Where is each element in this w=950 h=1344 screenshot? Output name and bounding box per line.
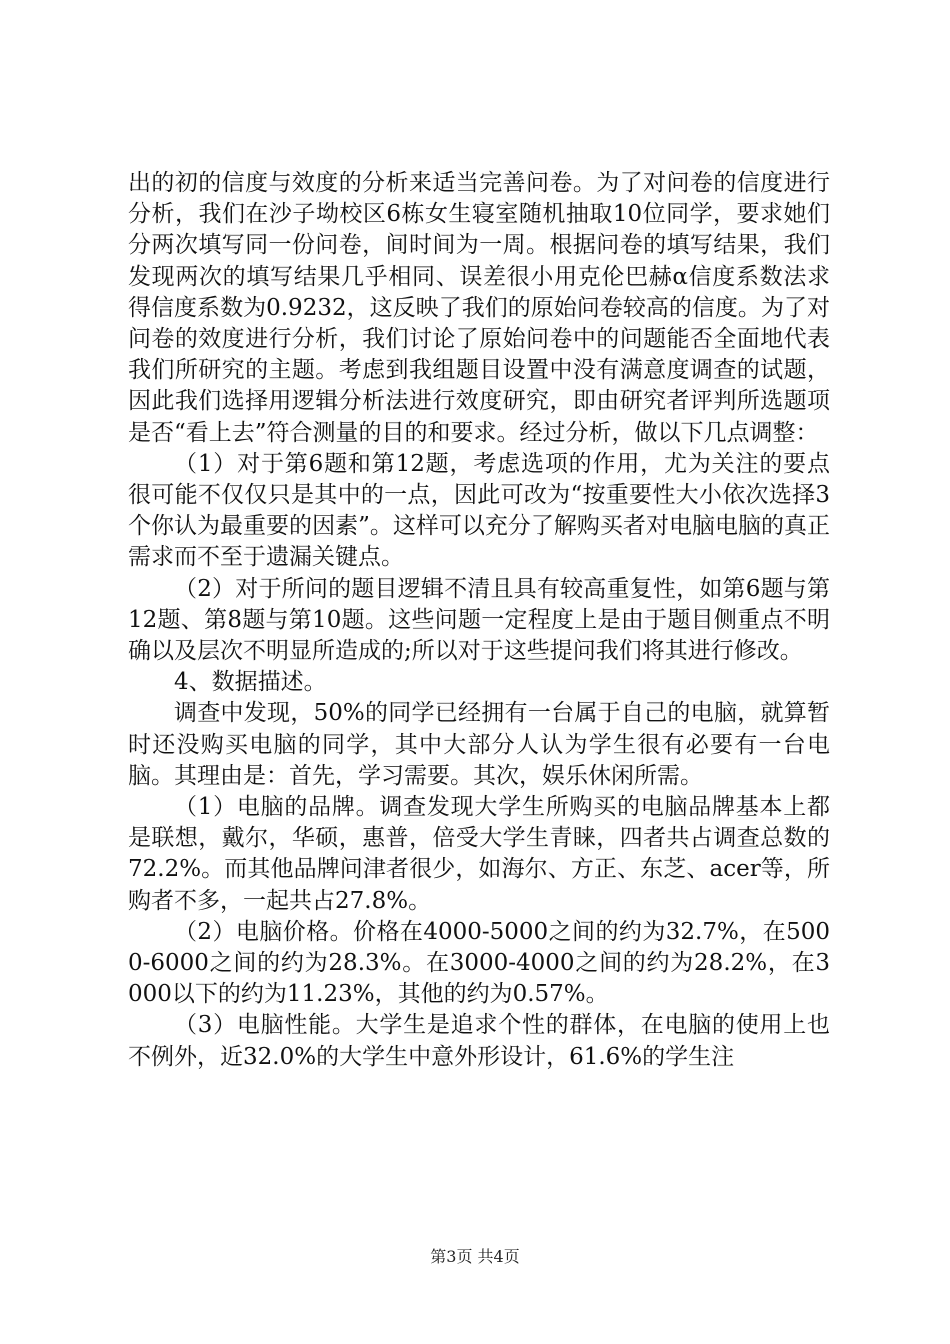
paragraph-reliability-validity: 出的初的信度与效度的分析来适当完善问卷。为了对问卷的信度进行分析，我们在沙子坳校区6栋女生寝室随机抽取10位同学，要求她们分两次填写同一份问卷，间时间为一周。根据问卷的填写结果，我们发现两次的填写结果几乎相同、误差很小用克伦巴赫α信度系数法求得信度系数为0.9232，这反映了我们的原始问卷较高的信度。为了对问卷的效度进行分析，我们讨论了原始问卷中的问题能否全面地代表我们所研究的主题。考虑到我组题目设置中没有满意度调查的试题，因此我们选择用逻辑分析法进行效度研究，即由研究者评判所选题项是否“看上去”符合测量的目的和要求。经过分析，做以下几点调整： [128, 170, 830, 446]
paragraph-computer-brand: （1）电脑的品牌。调查发现大学生所购买的电脑品牌基本上都是联想，戴尔，华硕，惠普，倍受大学生青睐，四者共占调查总数的72.2%。而其他品牌问津者很少，如海尔、方正、东芝、acer等，所购者不多，一起共占27.8%。 [128, 794, 830, 914]
page-footer: 第3页 共4页 [430, 1247, 520, 1266]
paragraph-survey-findings: 调查中发现，50%的同学已经拥有一台属于自己的电脑，就算暂时还没购买电脑的同学，其中大部分人认为学生很有必要有一台电脑。其理由是：首先，学习需要。其次，娱乐休闲所需。 [128, 700, 830, 789]
document-body [128, 168, 830, 1073]
paragraph-adjustment-1: （1）对于第6题和第12题，考虑选项的作用，尤为关注的要点很可能不仅仅只是其中的一点，因此可改为“按重要性大小依次选择3个你认为最重要的因素”。这样可以充分了解购买者对电脑电脑的真正需求而不至于遗漏关键点。 [128, 450, 830, 571]
section-heading-data-description: 4、数据描述。 [174, 669, 327, 696]
paragraph-computer-price: （2）电脑价格。价格在4000-5000之间的约为32.7%，在5000-6000之间的约为28.3%。在3000-4000之间的约为28.2%，在3000以下的约为11.23%，其他的约为0.57%。 [128, 918, 830, 1008]
paragraph-adjustment-2: （2）对于所问的题目逻辑不清且具有较高重复性，如第6题与第12题、第8题与第10题。这些问题一定程度上是由于题目侧重点不明确以及层次不明显所造成的;所以对于这些提问我们将其进行修改。 [128, 575, 830, 665]
paragraph-computer-performance: （3）电脑性能。大学生是追求个性的群体，在电脑的使用上也不例外，近32.0%的大学生中意外形设计，61.6%的学生注 [128, 1012, 830, 1070]
